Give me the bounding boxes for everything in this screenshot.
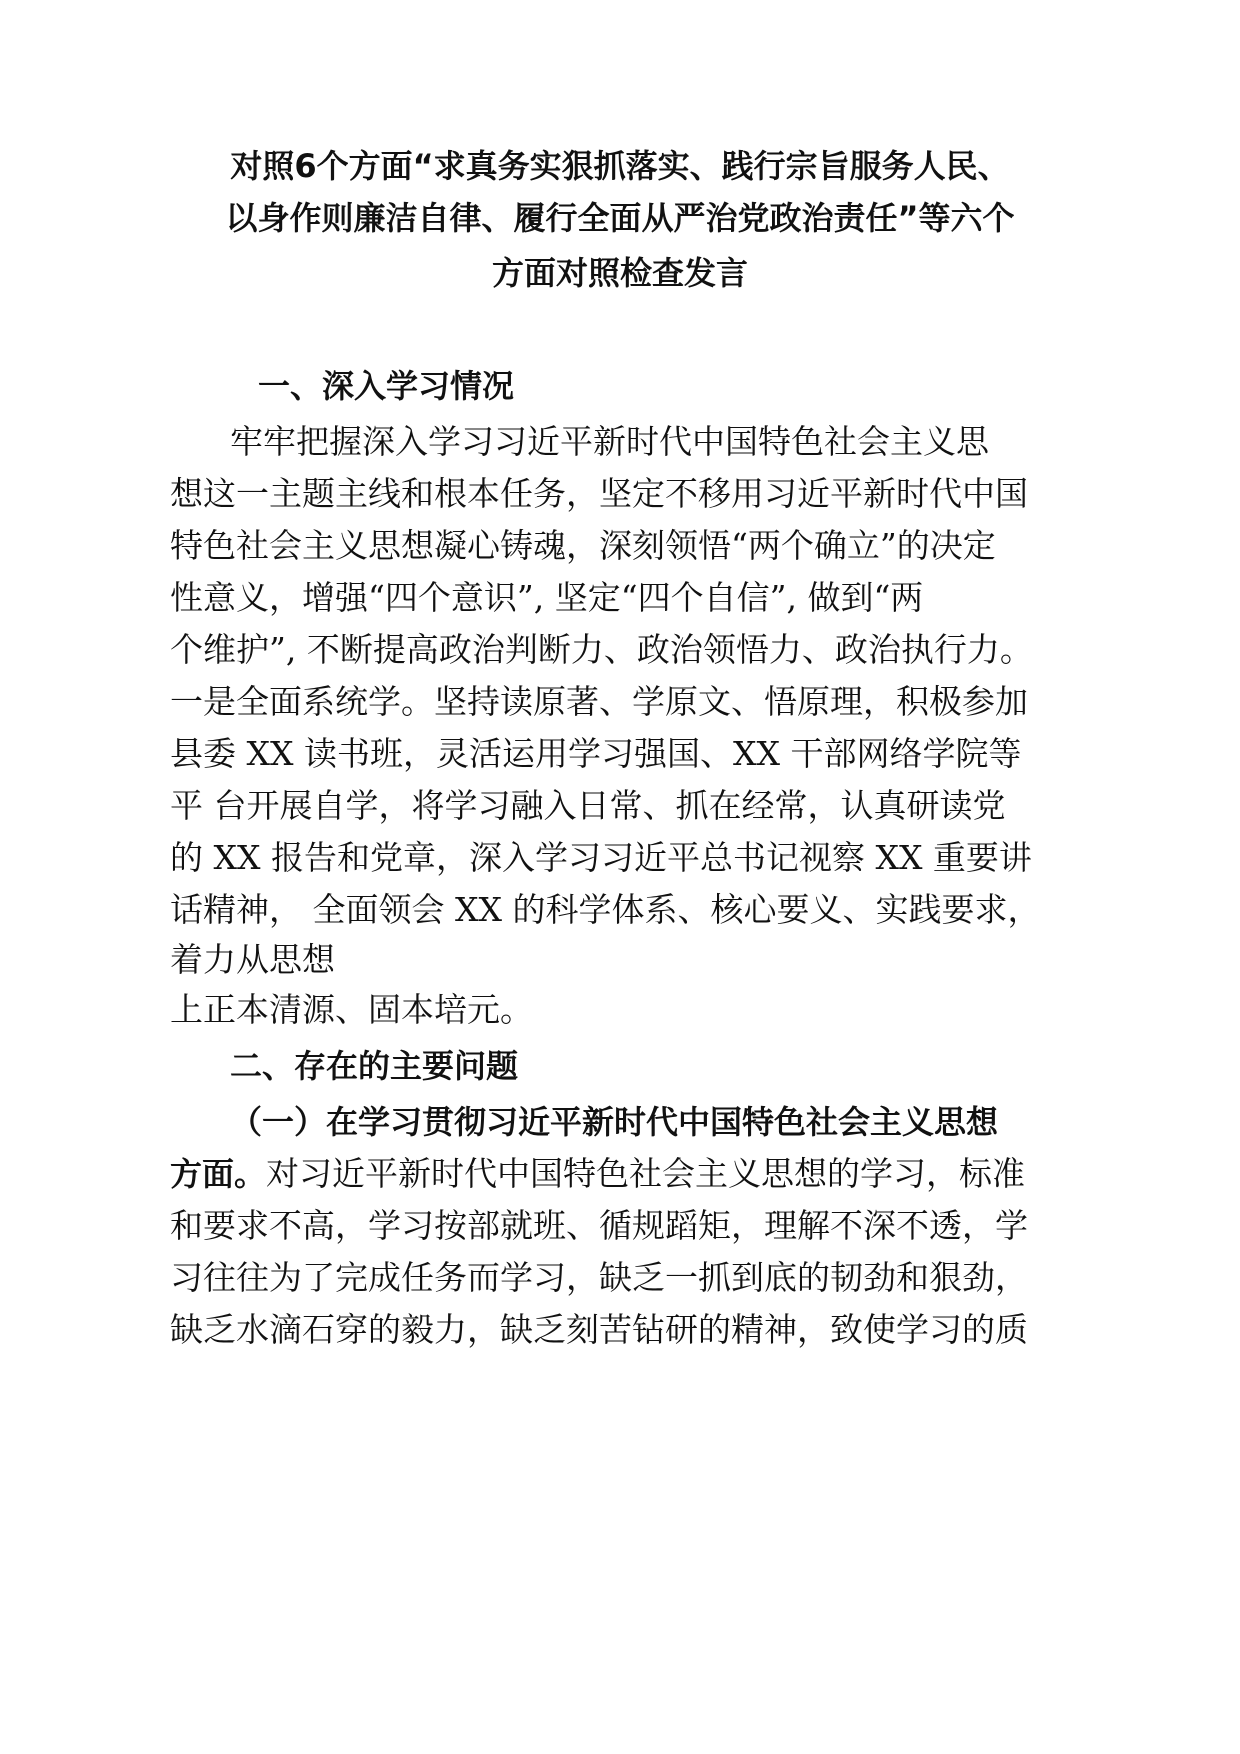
paragraph-line: 的 XX 报告和党章，深入学习习近平总书记视察 XX 重要讲 (170, 838, 1032, 877)
document-title-line-3: 方面对照检查发言 (491, 254, 748, 292)
document-title-line-1: 对照6个方面“求真务实狠抓落实、践行宗旨服务人民、 (230, 147, 1010, 185)
paragraph-text: 对习近平新时代中国特色社会主义思想的学习，标准 (266, 1154, 1026, 1193)
section-heading-problems: 二、存在的主要问题 (230, 1047, 519, 1085)
paragraph-line: 县委 XX 读书班，灵活运用学习强国、XX 干部网络学院等 (170, 734, 1022, 773)
paragraph-line: 缺乏水滴石穿的毅力，缺乏刻苦钻研的精神，致使学习的质 (170, 1310, 1028, 1349)
paragraph-line: 特色社会主义思想凝心铸魂，深刻领悟“两个确立”的决定 (170, 526, 996, 565)
paragraph-line: 着力从思想 (170, 940, 335, 979)
paragraph-line: 一是全面系统学。坚持读原著、学原文、悟原理，积极参加 (170, 682, 1028, 721)
paragraph-line: 上正本清源、固本培元。 (170, 990, 533, 1029)
document-title-line-2: 以身作则廉洁自律、履行全面从严治党政治责任”等六个 (225, 199, 1015, 237)
paragraph-line: 个维护”, 不断提高政治判断力、政治领悟力、政治执行力。 (170, 630, 1033, 669)
paragraph-line: 话精神， 全面领会 XX 的科学体系、核心要义、实践要求， (170, 890, 1041, 929)
subsection-heading-suffix: 方面。 (170, 1155, 267, 1193)
paragraph-line: 平 台开展自学，将学习融入日常、抓在经常，认真研读党 (170, 786, 1006, 825)
paragraph-line: 习往往为了完成任务而学习，缺乏一抓到底的韧劲和狠劲， (170, 1258, 1028, 1297)
paragraph-line: 性意义，增强“四个意识”, 坚定“四个自信”, 做到“两 (170, 578, 924, 617)
paragraph-line: 和要求不高，学习按部就班、循规蹈矩，理解不深不透，学 (170, 1206, 1028, 1245)
paragraph-line: 想这一主题主线和根本任务，坚定不移用习近平新时代中国 (170, 474, 1028, 513)
subsection-heading: （一）在学习贯彻习近平新时代中国特色社会主义思想 (230, 1103, 999, 1141)
paragraph-line: 牢牢把握深入学习习近平新时代中国特色社会主义思 (230, 422, 989, 461)
paragraph-line (170, 1154, 1025, 1194)
section-heading-study: 一、深入学习情况 (258, 367, 515, 405)
